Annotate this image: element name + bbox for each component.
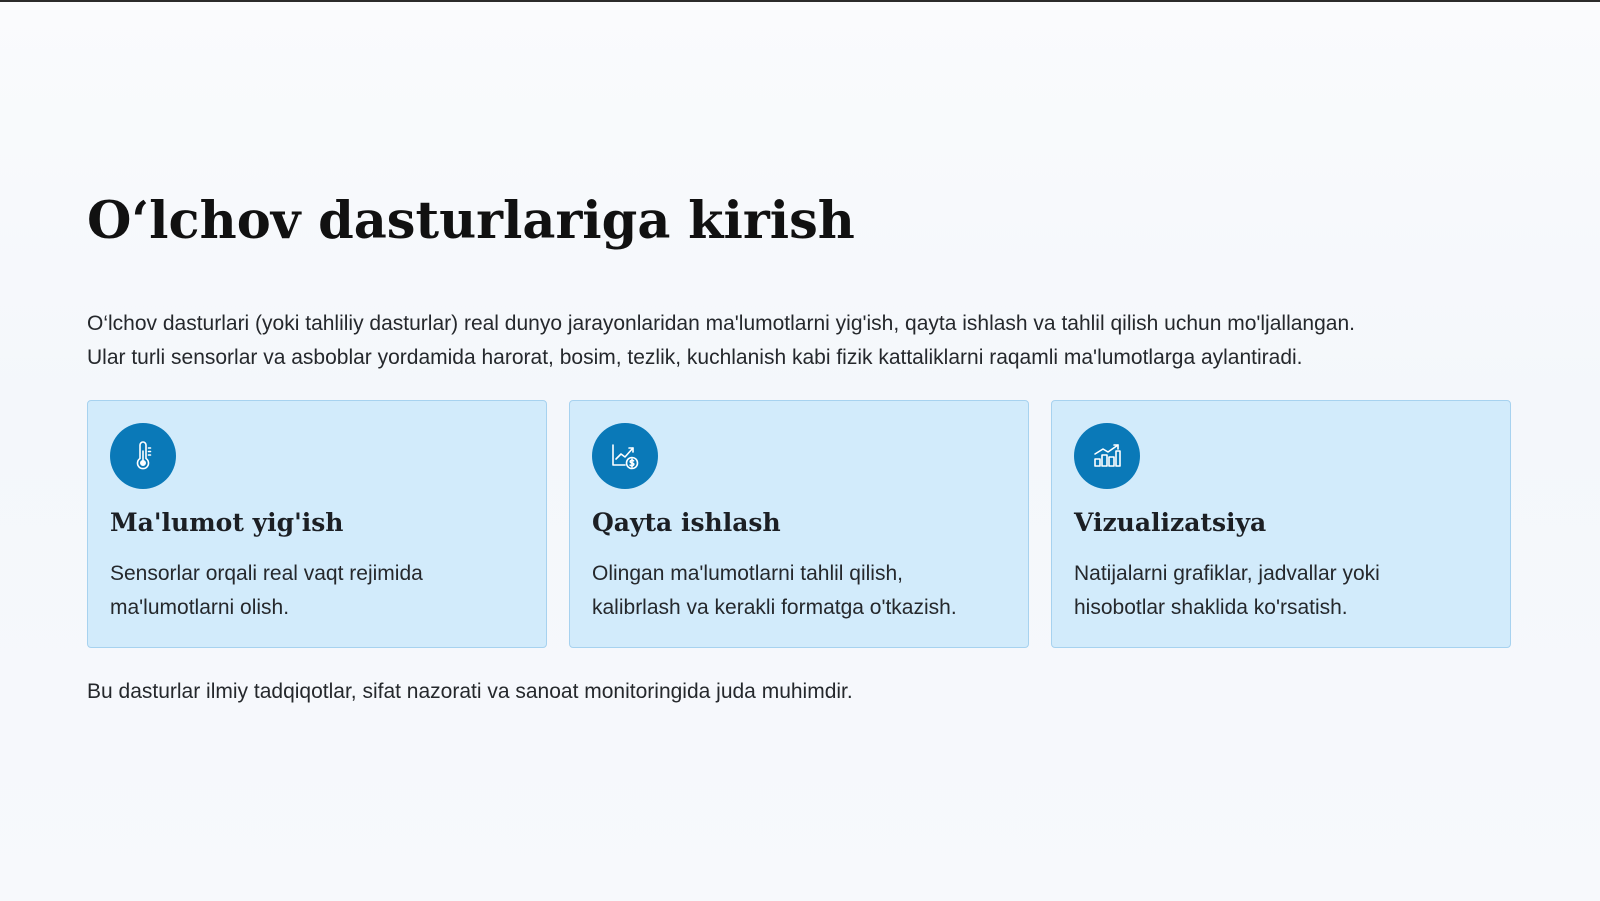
card-text-line: Sensorlar orqali real vaqt rejimida bbox=[110, 562, 423, 585]
card-text-line: ma'lumotlarni olish. bbox=[110, 596, 290, 619]
card-visualization bbox=[1051, 400, 1511, 648]
intro-line: Ular turli sensorlar va asboblar yordamida harorat, bosim, tezlik, kuchlanish kabi fizik kattaliklarni raqamli ma'lumotlarga aylantiradi. bbox=[87, 346, 1303, 369]
card-text-line: kalibrlash va kerakli formatga o'tkazish. bbox=[592, 596, 957, 619]
card-title: Qayta ishlash bbox=[592, 508, 781, 537]
intro-paragraph bbox=[87, 307, 1513, 375]
slide-title: O‘lchov dasturlariga kirish bbox=[87, 191, 855, 251]
card-text-line: Natijalarni grafiklar, jadvallar yoki bbox=[1074, 562, 1380, 585]
top-border-line bbox=[0, 0, 1600, 2]
card-text-line: hisobotlar shaklida ko'rsatish. bbox=[1074, 596, 1348, 619]
footer-note: Bu dasturlar ilmiy tadqiqotlar, sifat nazorati va sanoat monitoringida juda muhimdir. bbox=[87, 680, 853, 703]
card-processing bbox=[569, 400, 1029, 648]
card-description bbox=[1074, 557, 1494, 625]
card-data-collection bbox=[87, 400, 547, 648]
feature-cards bbox=[87, 400, 1513, 650]
card-title: Ma'lumot yig'ish bbox=[110, 508, 344, 537]
card-description bbox=[110, 557, 530, 625]
bar-chart-growth-icon bbox=[1074, 423, 1140, 489]
chart-dollar-icon bbox=[592, 423, 658, 489]
thermometer-icon bbox=[110, 423, 176, 489]
card-description bbox=[592, 557, 1012, 625]
card-text-line: Olingan ma'lumotlarni tahlil qilish, bbox=[592, 562, 903, 585]
intro-line: O‘lchov dasturlari (yoki tahliliy dasturlar) real dunyo jarayonlaridan ma'lumotlarni yig'ish, qayta ishlash va tahlil qilish uchun mo'ljallangan. bbox=[87, 312, 1355, 335]
card-title: Vizualizatsiya bbox=[1074, 508, 1267, 537]
